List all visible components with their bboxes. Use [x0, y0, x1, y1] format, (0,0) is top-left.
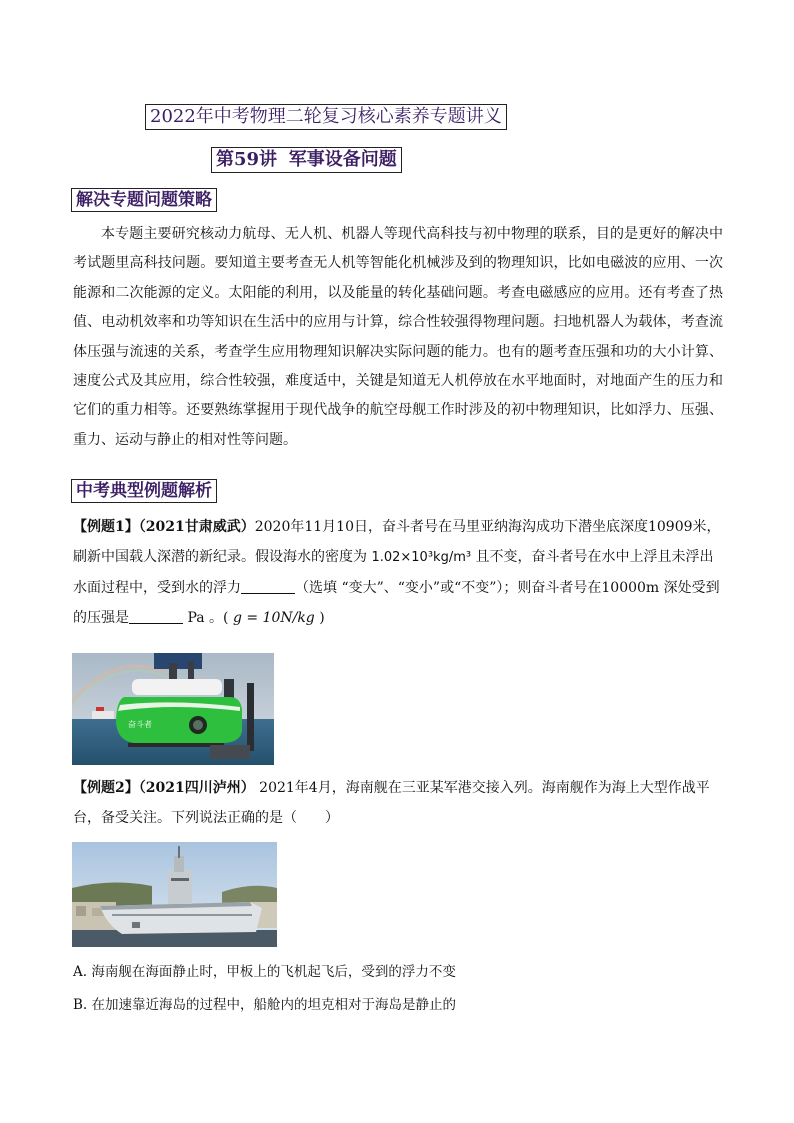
section-heading-strategy [71, 188, 217, 212]
lecture-number: 第59讲 [216, 149, 278, 170]
example-1-source: （2021甘肃威武） [138, 519, 255, 535]
section-heading-strategy-text: 解决专题问题策略 [76, 190, 212, 210]
submersible-illustration [72, 653, 274, 765]
density-value: 1.02×10³kg/m³ [371, 550, 472, 565]
warship-photo [72, 842, 277, 947]
answer-blank-pressure[interactable] [129, 608, 183, 624]
option-b[interactable]: B. 在加速靠近海岛的过程中，船舱内的坦克相对于海岛是静止的 [73, 997, 457, 1013]
lecture-title [211, 147, 402, 173]
hull-lettering: 奋斗者 [128, 720, 152, 729]
main-title-text: 2022年中考物理二轮复习核心素养专题讲义 [150, 106, 502, 127]
lecture-topic: 军事设备问题 [288, 149, 397, 170]
option-a[interactable]: A. 海南舰在海面静止时，甲板上的飞机起飞后，受到的浮力不变 [73, 964, 456, 980]
section-heading-examples [71, 479, 217, 503]
example-1-text-d: Pa 。( [183, 610, 233, 626]
example-1 [73, 512, 723, 633]
example-1-text-b: 且不变，奋斗者号在水中上浮且未浮出水面过程中，受到水的浮力 [73, 549, 714, 596]
g-value: g = 10N/kg [232, 610, 315, 626]
example-1-text-e: ) [314, 610, 325, 626]
section-heading-examples-text: 中考典型例题解析 [76, 481, 212, 501]
example-1-label: 【例题1】 [73, 519, 139, 535]
submersible-photo [72, 653, 274, 765]
example-2-label: 【例题2】 [73, 780, 139, 796]
example-2-source: （2021四川泸州） [138, 780, 255, 796]
main-title [145, 104, 507, 130]
example-2 [73, 773, 723, 833]
example-1-text-c: （选填 “变大”、“变小”或“不变”）；则奋斗者号在10000m 深处受到的压强是 [73, 580, 720, 626]
example-1-text-a: 2020年11月10日，奋斗者号在马里亚纳海沟成功下潜坐底深度10909米，刷新中国载人深潜的新纪录。假设海水的密度为 [73, 519, 721, 565]
strategy-paragraph: 本专题主要研究核动力航母、无人机、机器人等现代高科技与初中物理的联系，目的是更好的解决中考试题里高科技问题。要知道主要考查无人机等智能化机械涉及到的物理知识，比如电磁波的应用、一次能源和二次能源的定义。太阳能的利用，以及能量的转化基础问题。考查电磁感应的应用。还有考查了热值、电动机效率和功等知识在生活中的应用与计算，综合性较强得物理问题。扫地机器人为载体，考查流体压强与流速的关系，考查学生应用物理知识解决实际问题的能力。也有的题考查压强和功的大小计算、速度公式及其应用，综合性较强，难度适中，关键是知道无人机停放在水平地面时，对地面产生的压力和它们的重力相等。还要熟练掌握用于现代战争的航空母舰工作时涉及的初中物理知识，比如浮力、压强、重力、运动与静止的相对性等问题。 [73, 226, 723, 448]
warship-illustration [72, 842, 277, 947]
example-2-text: 2021年4月，海南舰在三亚某军港交接入列。海南舰作为海上大型作战平台，备受关注。下列说法正确的是（ ） [73, 780, 710, 826]
answer-blank-buoyancy[interactable] [241, 578, 295, 594]
